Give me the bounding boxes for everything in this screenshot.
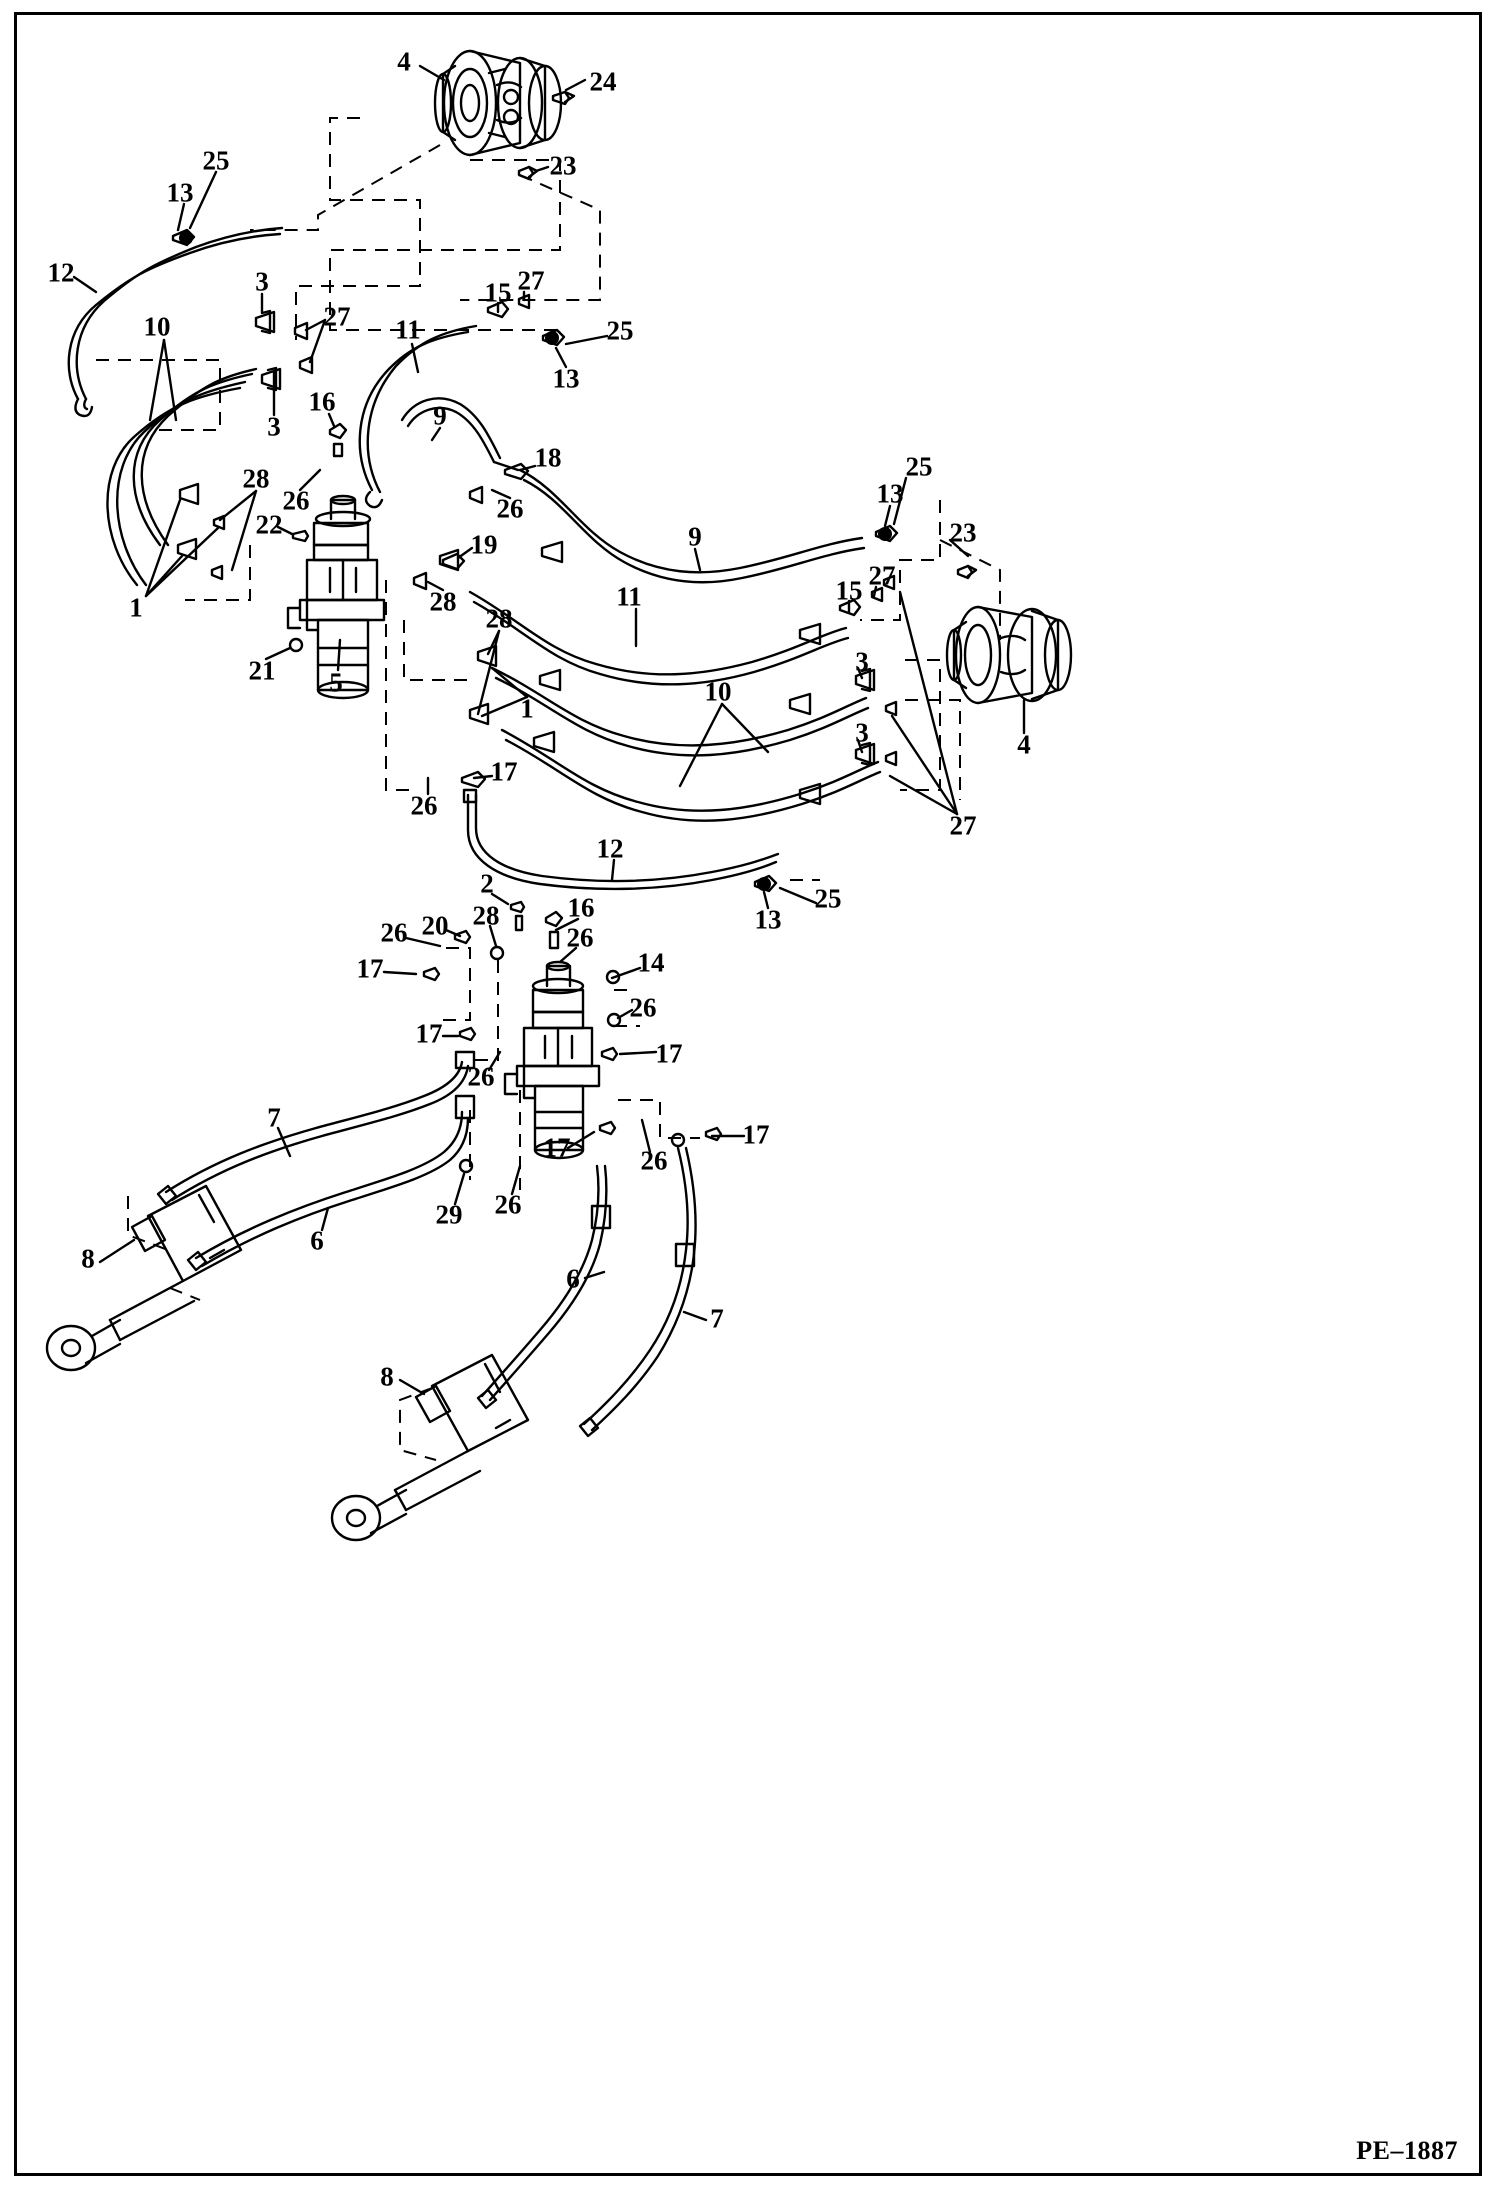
- callout-15: 15: [835, 575, 863, 606]
- callout-29: 29: [435, 1199, 463, 1230]
- callout-28: 28: [472, 900, 500, 931]
- callout-9: 9: [688, 521, 702, 552]
- callout-17: 17: [543, 1132, 571, 1163]
- callout-1: 1: [520, 693, 534, 724]
- callout-13: 13: [876, 478, 904, 509]
- callout-16: 16: [567, 892, 595, 923]
- callout-28: 28: [485, 603, 513, 634]
- callout-17: 17: [356, 953, 384, 984]
- callout-2: 2: [480, 868, 494, 899]
- callout-3: 3: [267, 411, 281, 442]
- callout-11: 11: [395, 314, 421, 345]
- callout-12: 12: [47, 257, 75, 288]
- callout-21: 21: [248, 655, 276, 686]
- callout-16: 16: [308, 386, 336, 417]
- coupler-3-upper-b: [262, 368, 280, 390]
- callout-23: 23: [949, 517, 977, 548]
- callout-25: 25: [814, 883, 842, 914]
- callout-25: 25: [202, 145, 230, 176]
- callout-26: 26: [496, 493, 524, 524]
- callout-1: 1: [129, 592, 143, 623]
- callout-14: 14: [637, 947, 665, 978]
- control-valve-lower: [455, 902, 620, 1158]
- hose-10-long-b: [502, 730, 880, 821]
- callout-6: 6: [566, 1263, 580, 1294]
- drive-motor-right: [947, 566, 1071, 703]
- callout-25: 25: [905, 451, 933, 482]
- callout-17: 17: [742, 1119, 770, 1150]
- callout-27: 27: [517, 265, 545, 296]
- callout-27: 27: [323, 301, 351, 332]
- hydraulic-cylinder-left: [47, 1186, 241, 1370]
- callout-5: 5: [329, 667, 343, 698]
- fitting-13-upper-left: [173, 230, 194, 245]
- callout-26: 26: [380, 917, 408, 948]
- callout-17: 17: [490, 756, 518, 787]
- callout-22: 22: [255, 509, 283, 540]
- callout-17: 17: [415, 1018, 443, 1049]
- hose-12-lower: [462, 772, 778, 891]
- callout-27: 27: [949, 810, 977, 841]
- callout-26: 26: [410, 790, 438, 821]
- callout-23: 23: [549, 150, 577, 181]
- callout-26: 26: [494, 1189, 522, 1220]
- hose-10-upper: [107, 369, 256, 585]
- hose-6-left: [188, 1052, 474, 1270]
- hose-9-upper: [402, 398, 518, 470]
- callout-10: 10: [704, 676, 732, 707]
- callout-13: 13: [552, 363, 580, 394]
- callout-12: 12: [596, 833, 624, 864]
- callout-9: 9: [433, 400, 447, 431]
- callout-4: 4: [397, 46, 411, 77]
- hose-11-long: [470, 592, 848, 684]
- hose-10-long-a: [492, 668, 868, 755]
- callout-4: 4: [1017, 729, 1031, 760]
- callout-18: 18: [534, 442, 562, 473]
- callout-8: 8: [81, 1243, 95, 1274]
- callout-26: 26: [467, 1061, 495, 1092]
- fitting-27-upper: [295, 323, 312, 373]
- callout-26: 26: [566, 922, 594, 953]
- callout-19: 19: [470, 529, 498, 560]
- callout-15: 15: [484, 277, 512, 308]
- callout-28: 28: [429, 586, 457, 617]
- callout-26: 26: [282, 485, 310, 516]
- coupler-3-upper-a: [256, 311, 274, 333]
- callout-8: 8: [380, 1361, 394, 1392]
- callout-28: 28: [242, 463, 270, 494]
- callout-10: 10: [143, 311, 171, 342]
- callout-7: 7: [267, 1102, 281, 1133]
- callout-3: 3: [255, 266, 269, 297]
- callout-25: 25: [606, 315, 634, 346]
- callout-24: 24: [589, 66, 617, 97]
- hydraulic-cylinder-right: [332, 1355, 528, 1540]
- document-code: PE–1887: [1356, 2136, 1458, 2165]
- callout-13: 13: [754, 904, 782, 935]
- callout-26: 26: [629, 992, 657, 1023]
- callout-3: 3: [855, 717, 869, 748]
- callout-3: 3: [855, 646, 869, 677]
- callout-20: 20: [421, 910, 449, 941]
- callout-17: 17: [655, 1038, 683, 1069]
- callout-27: 27: [868, 560, 896, 591]
- hose-12-upper: [69, 228, 282, 416]
- hose-7-left: [158, 1062, 468, 1204]
- callout-6: 6: [310, 1225, 324, 1256]
- callout-26: 26: [640, 1145, 668, 1176]
- callout-7: 7: [710, 1303, 724, 1334]
- callout-13: 13: [166, 177, 194, 208]
- callout-11: 11: [616, 581, 642, 612]
